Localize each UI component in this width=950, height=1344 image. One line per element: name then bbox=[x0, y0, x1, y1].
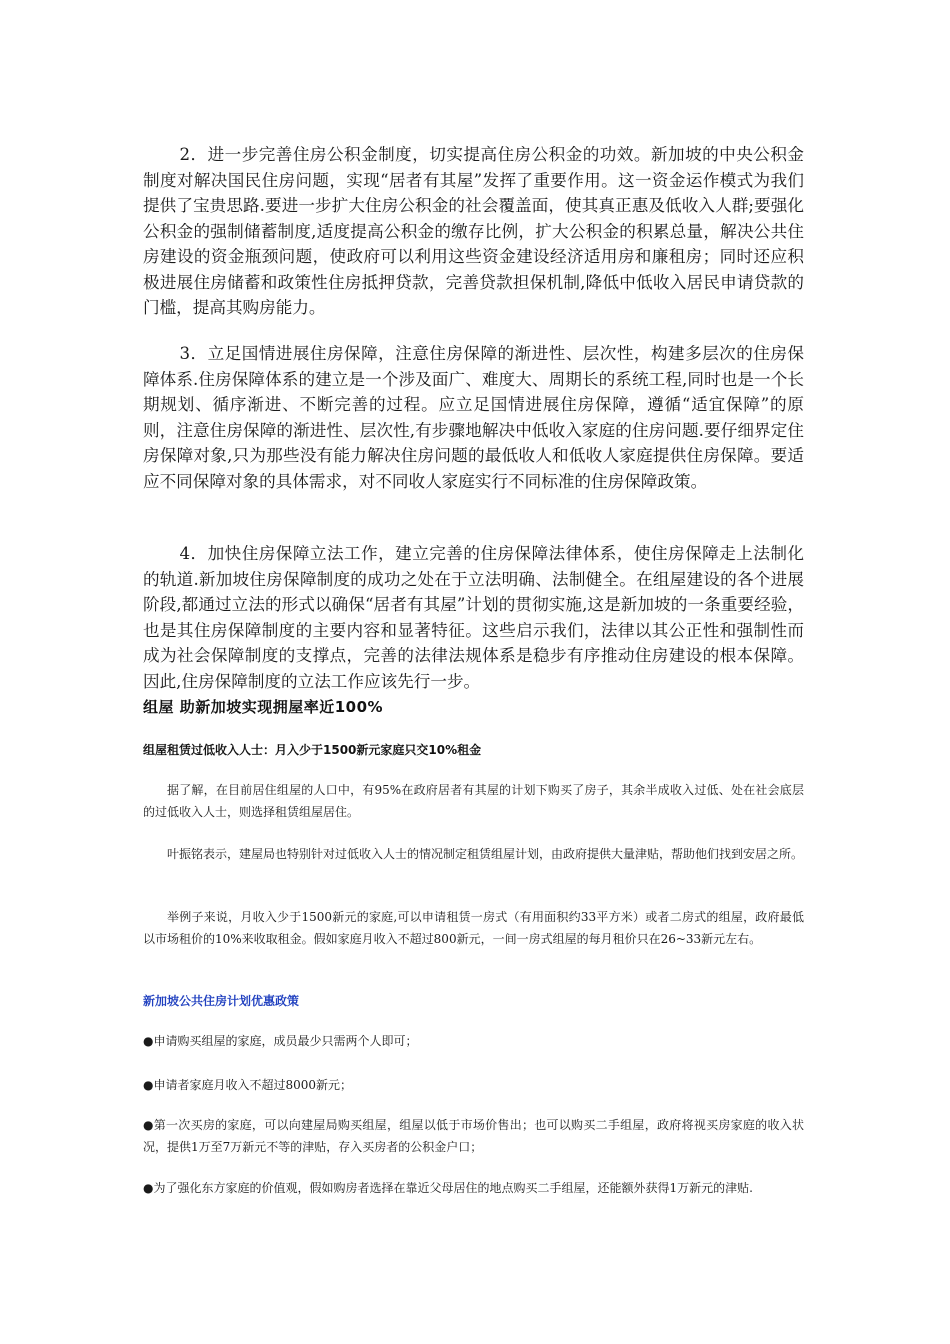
policy-item-3 bbox=[143, 1115, 804, 1158]
list-item: ●申请购买组屋的家庭，成员最少只需两个人即可； bbox=[143, 1034, 418, 1048]
section-subheading-text: 组屋租赁过低收入人士：月入少于1500新元家庭只交10%租金 bbox=[143, 743, 482, 757]
list-item: ●申请者家庭月收入不超过8000新元； bbox=[143, 1078, 353, 1092]
policy-heading bbox=[143, 992, 804, 1009]
section-paragraph-1-text: 据了解，在目前居住组屋的人口中，有95%在政府居者有其屋的计划下购买了房子，其余半成收入过低、处在社会底层的过低收入人士，则选择租赁组屋居住。 bbox=[143, 783, 804, 819]
section-paragraph-2 bbox=[143, 844, 804, 866]
policy-item-1 bbox=[143, 1031, 804, 1053]
paragraph-3 bbox=[143, 341, 804, 494]
policy-heading-text: 新加坡公共住房计划优惠政策 bbox=[143, 994, 300, 1008]
section-paragraph-1 bbox=[143, 780, 804, 823]
policy-item-4 bbox=[143, 1178, 804, 1200]
paragraph-4-text: 4．加快住房保障立法工作，建立完善的住房保障法律体系，使住房保障走上法制化的轨道.新加坡住房保障制度的成功之处在于立法明确、法制健全。在组屋建设的各个进展阶段,都通过立法的形式以确保“居者有其屋”计划的贯彻实施,这是新加坡的一条重要经验，也是其住房保障制度的主要内容和显著特征。这些启示我们，法律以其公正性和强制性而成为社会保障制度的支撑点，完善的法律法规体系是稳步有序推动住房建设的根本保障。因此,住房保障制度的立法工作应该先行一步。 bbox=[143, 544, 804, 691]
paragraph-3-text: 3．立足国情进展住房保障，注意住房保障的渐进性、层次性，构建多层次的住房保障体系.住房保障体系的建立是一个涉及面广、难度大、周期长的系统工程,同时也是一个长期规划、循序渐进、不断完善的过程。应立足国情进展住房保障，遵循“适宜保障”的原则，注意住房保障的渐进性、层次性,有步骤地解决中低收入家庭的住房问题.要仔细界定住房保障对象,只为那些没有能力解决住房问题的最低收人和低收人家庭提供住房保障。要适应不同保障对象的具体需求，对不同收人家庭实行不同标准的住房保障政策。 bbox=[143, 344, 804, 491]
section-paragraph-2-text: 叶振铭表示，建屋局也特别针对过低收入人士的情况制定租赁组屋计划，由政府提供大量津贴，帮助他们找到安居之所。 bbox=[167, 847, 804, 861]
paragraph-2 bbox=[143, 142, 804, 321]
section-heading-text: 组屋 助新加坡实现拥屋率近100% bbox=[143, 698, 384, 716]
section-heading bbox=[143, 696, 804, 717]
section-paragraph-3-text: 举例子来说，月收入少于1500新元的家庭,可以申请租赁一房式（有用面积约33平方米）或者二房式的组屋，政府最低以市场租价的10%来收取租金。假如家庭月收入不超过800新元，一间一房式组屋的每月租价只在26~33新元左右。 bbox=[143, 910, 804, 946]
paragraph-4 bbox=[143, 541, 804, 694]
list-item: ●为了强化东方家庭的价值观，假如购房者选择在靠近父母居住的地点购买二手组屋，还能额外获得1万新元的津贴. bbox=[143, 1181, 753, 1195]
policy-item-2 bbox=[143, 1075, 804, 1097]
list-item: ●第一次买房的家庭，可以向建屋局购买组屋，组屋以低于市场价售出；也可以购买二手组屋，政府将视买房家庭的收入状况，提供1万至7万新元不等的津贴，存入买房者的公积金户口； bbox=[143, 1118, 804, 1154]
paragraph-2-text: 2．进一步完善住房公积金制度，切实提高住房公积金的功效。新加坡的中央公积金制度对解决国民住房问题，实现“居者有其屋”发挥了重要作用。这一资金运作模式为我们提供了宝贵思路.要进一步扩大住房公积金的社会覆盖面，使其真正惠及低收入人群;要强化公积金的强制储蓄制度,适度提高公积金的缴存比例，扩大公积金的积累总量，解决公共住房建设的资金瓶颈问题，使政府可以利用这些资金建设经济适用房和廉租房；同时还应积极进展住房储蓄和政策性住房抵押贷款，完善贷款担保机制,降低中低收入居民申请贷款的门槛，提高其购房能力。 bbox=[143, 145, 804, 317]
section-subheading bbox=[143, 741, 804, 758]
section-paragraph-3 bbox=[143, 907, 804, 950]
